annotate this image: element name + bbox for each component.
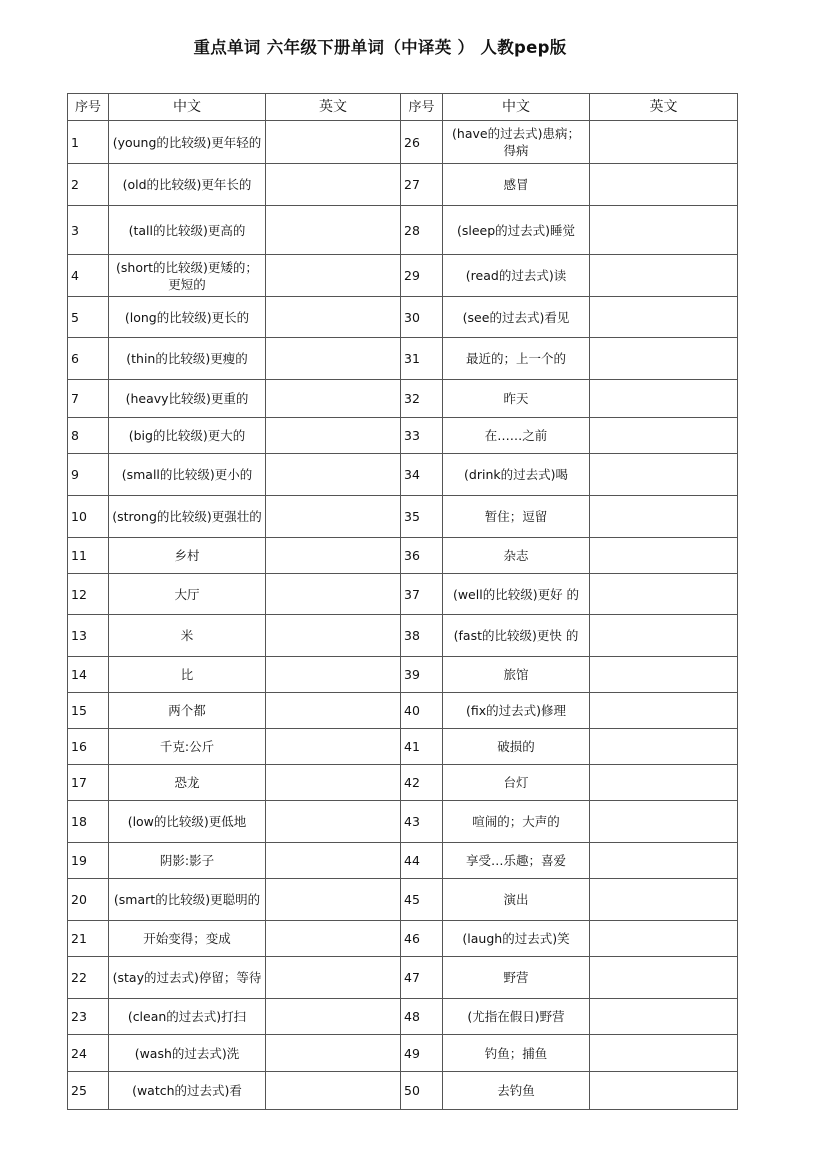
- header-english-left: 英文: [266, 94, 401, 121]
- item-number: 30: [401, 297, 443, 338]
- item-number: 39: [401, 657, 443, 693]
- header-number-right: 序号: [401, 94, 443, 121]
- item-number: 40: [401, 693, 443, 729]
- chinese-word: 千克:公斤: [109, 729, 266, 765]
- english-answer-cell[interactable]: [266, 1035, 401, 1072]
- english-answer-cell[interactable]: [590, 538, 738, 574]
- item-number: 13: [68, 615, 109, 657]
- english-answer-cell[interactable]: [266, 921, 401, 957]
- chinese-word: 开始变得；变成: [109, 921, 266, 957]
- chinese-word: 台灯: [443, 765, 590, 801]
- table-row: [68, 496, 738, 538]
- item-number: 28: [401, 206, 443, 255]
- english-answer-cell[interactable]: [590, 921, 738, 957]
- item-number: 26: [401, 121, 443, 164]
- item-number: 35: [401, 496, 443, 538]
- item-number: 49: [401, 1035, 443, 1072]
- chinese-word: (fix的过去式)修理: [443, 693, 590, 729]
- item-number: 4: [68, 255, 109, 297]
- english-answer-cell[interactable]: [590, 255, 738, 297]
- chinese-word: (thin的比较级)更瘦的: [109, 338, 266, 380]
- item-number: 32: [401, 380, 443, 418]
- english-answer-cell[interactable]: [590, 574, 738, 615]
- table-row: [68, 297, 738, 338]
- table-header-row: [68, 94, 738, 121]
- english-answer-cell[interactable]: [266, 380, 401, 418]
- english-answer-cell[interactable]: [266, 164, 401, 206]
- table-row: [68, 693, 738, 729]
- item-number: 44: [401, 843, 443, 879]
- item-number: 10: [68, 496, 109, 538]
- english-answer-cell[interactable]: [590, 380, 738, 418]
- item-number: 47: [401, 957, 443, 999]
- english-answer-cell[interactable]: [266, 801, 401, 843]
- english-answer-cell[interactable]: [590, 121, 738, 164]
- item-number: 31: [401, 338, 443, 380]
- header-chinese-right: 中文: [443, 94, 590, 121]
- table-row: [68, 255, 738, 297]
- item-number: 12: [68, 574, 109, 615]
- table-row: [68, 206, 738, 255]
- item-number: 45: [401, 879, 443, 921]
- chinese-word: (drink的过去式)喝: [443, 454, 590, 496]
- table-row: [68, 615, 738, 657]
- english-answer-cell[interactable]: [266, 879, 401, 921]
- item-number: 19: [68, 843, 109, 879]
- chinese-word: (see的过去式)看见: [443, 297, 590, 338]
- item-number: 24: [68, 1035, 109, 1072]
- chinese-word: 野营: [443, 957, 590, 999]
- table-row: [68, 843, 738, 879]
- english-answer-cell[interactable]: [266, 765, 401, 801]
- chinese-word: 恐龙: [109, 765, 266, 801]
- english-answer-cell[interactable]: [590, 206, 738, 255]
- item-number: 27: [401, 164, 443, 206]
- english-answer-cell[interactable]: [590, 657, 738, 693]
- table-row: [68, 657, 738, 693]
- chinese-word: (tall的比较级)更高的: [109, 206, 266, 255]
- chinese-word: 感冒: [443, 164, 590, 206]
- table-row: [68, 574, 738, 615]
- english-answer-cell[interactable]: [590, 496, 738, 538]
- chinese-word: 杂志: [443, 538, 590, 574]
- chinese-word: 去钓鱼: [443, 1072, 590, 1110]
- chinese-word: (clean的过去式)打扫: [109, 999, 266, 1035]
- table-row: [68, 164, 738, 206]
- item-number: 14: [68, 657, 109, 693]
- table-row: [68, 765, 738, 801]
- chinese-word: 米: [109, 615, 266, 657]
- table-row: [68, 121, 738, 164]
- english-answer-cell[interactable]: [266, 496, 401, 538]
- item-number: 23: [68, 999, 109, 1035]
- item-number: 43: [401, 801, 443, 843]
- english-answer-cell[interactable]: [266, 121, 401, 164]
- vocabulary-table-body: [68, 121, 738, 1110]
- english-answer-cell[interactable]: [590, 1072, 738, 1110]
- item-number: 9: [68, 454, 109, 496]
- item-number: 48: [401, 999, 443, 1035]
- english-answer-cell[interactable]: [266, 729, 401, 765]
- chinese-word: (read的过去式)读: [443, 255, 590, 297]
- item-number: 50: [401, 1072, 443, 1110]
- chinese-word: (young的比较级)更年轻的: [109, 121, 266, 164]
- chinese-word: 旅馆: [443, 657, 590, 693]
- table-row: [68, 801, 738, 843]
- chinese-word: 暂住；逗留: [443, 496, 590, 538]
- item-number: 2: [68, 164, 109, 206]
- chinese-word: 两个都: [109, 693, 266, 729]
- chinese-word: 乡村: [109, 538, 266, 574]
- english-answer-cell[interactable]: [266, 538, 401, 574]
- table-row: [68, 418, 738, 454]
- chinese-word: (smart的比较级)更聪明的: [109, 879, 266, 921]
- chinese-word: 阴影:影子: [109, 843, 266, 879]
- item-number: 36: [401, 538, 443, 574]
- item-number: 25: [68, 1072, 109, 1110]
- item-number: 20: [68, 879, 109, 921]
- table-row: [68, 957, 738, 999]
- chinese-word: 钓鱼；捕鱼: [443, 1035, 590, 1072]
- table-row: [68, 538, 738, 574]
- chinese-word: (low的比较级)更低地: [109, 801, 266, 843]
- chinese-word: (old的比较级)更年长的: [109, 164, 266, 206]
- chinese-word: 在……之前: [443, 418, 590, 454]
- english-answer-cell[interactable]: [590, 1035, 738, 1072]
- header-english-right: 英文: [590, 94, 738, 121]
- english-answer-cell[interactable]: [590, 879, 738, 921]
- english-answer-cell[interactable]: [266, 957, 401, 999]
- english-answer-cell[interactable]: [266, 574, 401, 615]
- chinese-word: (sleep的过去式)睡觉: [443, 206, 590, 255]
- english-answer-cell[interactable]: [266, 657, 401, 693]
- item-number: 46: [401, 921, 443, 957]
- item-number: 8: [68, 418, 109, 454]
- chinese-word: (short的比较级)更矮的；更短的: [109, 255, 266, 297]
- chinese-word: 演出: [443, 879, 590, 921]
- item-number: 21: [68, 921, 109, 957]
- page-title: 重点单词 六年级下册单词（中译英 ） 人教pep版: [193, 38, 567, 57]
- item-number: 33: [401, 418, 443, 454]
- table-row: [68, 338, 738, 380]
- chinese-word: 喧闹的；大声的: [443, 801, 590, 843]
- vocabulary-table: [67, 93, 738, 1110]
- english-answer-cell[interactable]: [266, 615, 401, 657]
- english-answer-cell[interactable]: [266, 255, 401, 297]
- english-answer-cell[interactable]: [590, 765, 738, 801]
- chinese-word: (watch的过去式)看: [109, 1072, 266, 1110]
- chinese-word: (heavy比较级)更重的: [109, 380, 266, 418]
- english-answer-cell[interactable]: [590, 999, 738, 1035]
- english-answer-cell[interactable]: [590, 338, 738, 380]
- english-answer-cell[interactable]: [590, 297, 738, 338]
- item-number: 22: [68, 957, 109, 999]
- item-number: 7: [68, 380, 109, 418]
- english-answer-cell[interactable]: [266, 297, 401, 338]
- chinese-word: (well的比较级)更好 的: [443, 574, 590, 615]
- english-answer-cell[interactable]: [590, 693, 738, 729]
- item-number: 17: [68, 765, 109, 801]
- item-number: 37: [401, 574, 443, 615]
- chinese-word: 比: [109, 657, 266, 693]
- chinese-word: (strong的比较级)更强壮的: [109, 496, 266, 538]
- chinese-word: (wash的过去式)洗: [109, 1035, 266, 1072]
- english-answer-cell[interactable]: [266, 843, 401, 879]
- english-answer-cell[interactable]: [590, 615, 738, 657]
- english-answer-cell[interactable]: [590, 164, 738, 206]
- item-number: 34: [401, 454, 443, 496]
- item-number: 15: [68, 693, 109, 729]
- item-number: 42: [401, 765, 443, 801]
- chinese-word: 昨天: [443, 380, 590, 418]
- chinese-word: 大厅: [109, 574, 266, 615]
- english-answer-cell[interactable]: [266, 1072, 401, 1110]
- chinese-word: (have的过去式)患病；得病: [443, 121, 590, 164]
- table-row: [68, 921, 738, 957]
- english-answer-cell[interactable]: [266, 338, 401, 380]
- table-row: [68, 1072, 738, 1110]
- chinese-word: (laugh的过去式)笑: [443, 921, 590, 957]
- item-number: 1: [68, 121, 109, 164]
- table-row: [68, 729, 738, 765]
- english-answer-cell[interactable]: [266, 418, 401, 454]
- chinese-word: (stay的过去式)停留；等待: [109, 957, 266, 999]
- chinese-word: (small的比较级)更小的: [109, 454, 266, 496]
- item-number: 6: [68, 338, 109, 380]
- table-row: [68, 879, 738, 921]
- item-number: 5: [68, 297, 109, 338]
- chinese-word: (fast的比较级)更快 的: [443, 615, 590, 657]
- chinese-word: (long的比较级)更长的: [109, 297, 266, 338]
- table-row: [68, 454, 738, 496]
- table-row: [68, 999, 738, 1035]
- chinese-word: 最近的；上一个的: [443, 338, 590, 380]
- header-chinese-left: 中文: [109, 94, 266, 121]
- english-answer-cell[interactable]: [590, 729, 738, 765]
- english-answer-cell[interactable]: [590, 843, 738, 879]
- chinese-word: (big的比较级)更大的: [109, 418, 266, 454]
- chinese-word: (尤指在假日)野营: [443, 999, 590, 1035]
- english-answer-cell[interactable]: [266, 693, 401, 729]
- english-answer-cell[interactable]: [590, 957, 738, 999]
- english-answer-cell[interactable]: [266, 454, 401, 496]
- table-row: [68, 380, 738, 418]
- english-answer-cell[interactable]: [266, 206, 401, 255]
- item-number: 11: [68, 538, 109, 574]
- chinese-word: 享受…乐趣；喜爱: [443, 843, 590, 879]
- item-number: 38: [401, 615, 443, 657]
- item-number: 41: [401, 729, 443, 765]
- item-number: 18: [68, 801, 109, 843]
- table-row: [68, 1035, 738, 1072]
- english-answer-cell[interactable]: [590, 801, 738, 843]
- item-number: 3: [68, 206, 109, 255]
- item-number: 29: [401, 255, 443, 297]
- chinese-word: 破损的: [443, 729, 590, 765]
- english-answer-cell[interactable]: [590, 454, 738, 496]
- english-answer-cell[interactable]: [266, 999, 401, 1035]
- english-answer-cell[interactable]: [590, 418, 738, 454]
- item-number: 16: [68, 729, 109, 765]
- header-number-left: 序号: [68, 94, 109, 121]
